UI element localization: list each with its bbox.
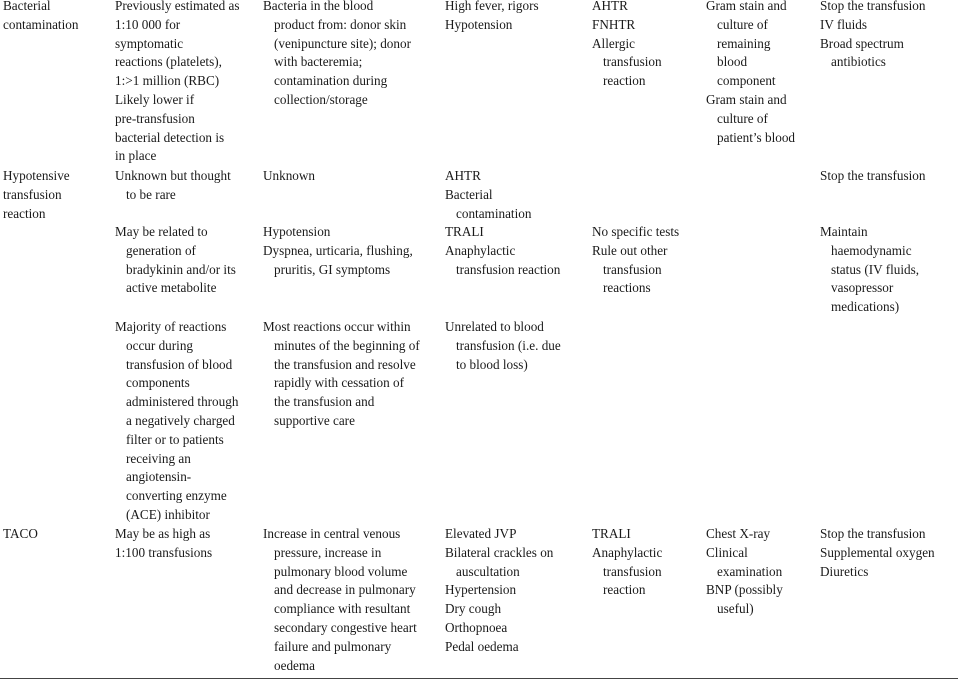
cell-text-line: pressure, increase in [274, 544, 382, 560]
cell-text-line: and decrease in pulmonary [274, 582, 416, 598]
cell-text-line: transfusion [603, 563, 662, 579]
cell-text-line: High fever, rigors [445, 0, 539, 13]
cell-text-line: May be related to [115, 224, 208, 239]
cell-text-line: status (IV fluids, [831, 261, 920, 277]
cell-text-line: medications) [831, 299, 900, 315]
table-cell [706, 525, 783, 619]
cell-text-line: reactions [603, 280, 651, 296]
cell-text-line: Orthopnoea [445, 619, 508, 635]
cell-text-line: antibiotics [831, 54, 886, 70]
table-cell [445, 318, 561, 374]
cell-text-line: blood [717, 54, 748, 70]
cell-text-line: (ACE) inhibitor [126, 506, 210, 522]
cell-text-line: to blood loss) [456, 356, 528, 372]
table-cell [592, 525, 662, 600]
cell-text-line: Unknown [263, 168, 316, 183]
cell-text-line: patient’s blood [717, 129, 796, 145]
cell-text-line: Anaphylactic [445, 242, 516, 258]
table-cell [592, 0, 662, 91]
table-bottom-rule [0, 678, 958, 679]
cell-text-line: the transfusion and [274, 394, 375, 410]
cell-text-line: administered through [126, 394, 239, 410]
cell-text-line: Likely lower if [115, 91, 195, 107]
cell-text-line: Anaphylactic [592, 544, 663, 560]
cell-text-line: Broad spectrum [820, 35, 904, 51]
cell-text-line: components [126, 375, 190, 391]
cell-text-line: pre-transfusion [115, 110, 195, 126]
cell-text-line: minutes of the beginning of [274, 337, 420, 353]
cell-text-line: 1:10 000 for [115, 16, 181, 32]
table-cell [115, 167, 231, 205]
cell-text-line: transfusion (i.e. due [456, 337, 561, 353]
cell-text-line: product from: donor skin [274, 16, 407, 32]
cell-text-line: contamination during [274, 73, 388, 89]
cell-text-line: pulmonary blood volume [274, 563, 408, 579]
cell-text-line: Clinical [706, 544, 748, 560]
cell-text-line: useful) [717, 601, 754, 617]
table-cell [115, 0, 240, 166]
cell-text-line: AHTR [445, 168, 481, 183]
table-cell [263, 0, 411, 110]
cell-text-line: vasopressor [831, 280, 894, 296]
cell-text-line: Dry cough [445, 601, 502, 617]
table-cell [706, 0, 795, 147]
cell-text-line: Rule out other [592, 242, 668, 258]
cell-text-line: Allergic [592, 35, 635, 51]
cell-text-line: to be rare [126, 186, 176, 202]
cell-text-line: TRALI [592, 526, 631, 541]
cell-text-line: 1:>1 million (RBC) [115, 73, 220, 89]
cell-text-line: TACO [3, 526, 38, 541]
table-cell [445, 525, 553, 657]
table-cell [820, 525, 935, 581]
cell-text-line: transfusion [3, 186, 62, 202]
cell-text-line: Majority of reactions [115, 319, 227, 334]
cell-text-line: Supplemental oxygen [820, 544, 935, 560]
cell-text-line: Most reactions occur within [263, 319, 411, 334]
table-cell [445, 0, 539, 35]
table-cell [3, 0, 78, 35]
cell-text-line: failure and pulmonary [274, 638, 392, 654]
cell-text-line: Chest X-ray [706, 526, 771, 541]
cell-text-line: contamination [3, 16, 79, 32]
cell-text-line: reactions (platelets), [115, 54, 222, 70]
table-cell [115, 223, 236, 298]
cell-text-line: BNP (possibly [706, 582, 783, 598]
cell-text-line: Hypotension [445, 16, 513, 32]
table-cell [445, 223, 560, 279]
cell-text-line: auscultation [456, 563, 520, 579]
cell-text-line: transfusion reaction [456, 261, 561, 277]
cell-text-line: TRALI [445, 224, 484, 239]
cell-text-line: converting enzyme [126, 488, 227, 504]
cell-text-line: Stop the transfusion [820, 168, 926, 183]
cell-text-line: Elevated JVP [445, 526, 517, 541]
cell-text-line: generation of [126, 242, 196, 258]
cell-text-line: transfusion [603, 54, 662, 70]
table-cell [820, 167, 926, 186]
cell-text-line: No specific tests [592, 224, 680, 239]
cell-text-line: bradykinin and/or its [126, 261, 236, 277]
cell-text-line: remaining [717, 35, 771, 51]
cell-text-line: Stop the transfusion [820, 526, 926, 541]
cell-text-line: component [717, 73, 776, 89]
table-cell [445, 167, 531, 223]
cell-text-line: the transfusion and resolve [274, 356, 416, 372]
cell-text-line: Maintain [820, 224, 868, 239]
table-cell [3, 525, 38, 544]
cell-text-line: reaction [603, 73, 646, 89]
cell-text-line: receiving an [126, 450, 191, 466]
cell-text-line: transfusion of blood [126, 356, 233, 372]
cell-text-line: oedema [274, 657, 316, 673]
cell-text-line: IV fluids [820, 16, 868, 32]
cell-text-line: Hypotensive [3, 168, 70, 183]
cell-text-line: transfusion [603, 261, 662, 277]
cell-text-line: AHTR [592, 0, 628, 13]
cell-text-line: active metabolite [126, 280, 217, 296]
cell-text-line: a negatively charged [126, 412, 235, 428]
cell-text-line: compliance with resultant [274, 601, 411, 617]
cell-text-line: Diuretics [820, 563, 869, 579]
cell-text-line: Unrelated to blood [445, 319, 544, 334]
cell-text-line: Gram stain and [706, 0, 787, 13]
cell-text-line: Hypertension [445, 582, 517, 598]
cell-text-line: filter or to patients [126, 431, 224, 447]
table-cell [3, 167, 70, 223]
cell-text-line: culture of [717, 16, 768, 32]
cell-text-line: contamination [456, 205, 532, 221]
cell-text-line: 1:100 transfusions [115, 544, 213, 560]
cell-text-line: symptomatic [115, 35, 184, 51]
cell-text-line: Dyspnea, urticaria, flushing, [263, 242, 413, 258]
cell-text-line: secondary congestive heart [274, 619, 417, 635]
cell-text-line: Bilateral crackles on [445, 544, 554, 560]
cell-text-line: Gram stain and [706, 91, 787, 107]
cell-text-line: May be as high as [115, 526, 211, 541]
cell-text-line: Bacterial [445, 186, 493, 202]
cell-text-line: rapidly with cessation of [274, 375, 405, 391]
cell-text-line: Bacterial [3, 0, 51, 13]
cell-text-line: Bacteria in the blood [263, 0, 374, 13]
cell-text-line: in place [115, 148, 157, 164]
table-cell [115, 318, 238, 525]
cell-text-line: Increase in central venous [263, 526, 401, 541]
table-cell [820, 223, 919, 317]
cell-text-line: Pedal oedema [445, 638, 519, 654]
cell-text-line: Previously estimated as [115, 0, 240, 13]
cell-text-line: FNHTR [592, 16, 636, 32]
cell-text-line: haemodynamic [831, 242, 912, 258]
table-cell [263, 318, 420, 431]
cell-text-line: reaction [3, 205, 46, 221]
cell-text-line: supportive care [274, 412, 355, 428]
table-cell [263, 167, 315, 186]
cell-text-line: examination [717, 563, 783, 579]
cell-text-line: (venipuncture site); donor [274, 35, 411, 51]
cell-text-line: angiotensin- [126, 469, 192, 485]
table-cell [820, 0, 926, 72]
cell-text-line: Hypotension [263, 224, 331, 239]
table-cell [263, 525, 417, 675]
cell-text-line: collection/storage [274, 91, 368, 107]
table-cell [115, 525, 212, 563]
cell-text-line: bacterial detection is [115, 129, 225, 145]
cell-text-line: with bacteremia; [274, 54, 363, 70]
cell-text-line: pruritis, GI symptoms [274, 261, 391, 277]
table-cell [263, 223, 413, 279]
cell-text-line: Unknown but thought [115, 168, 231, 183]
cell-text-line: reaction [603, 582, 646, 598]
cell-text-line: occur during [126, 337, 194, 353]
cell-text-line: Stop the transfusion [820, 0, 926, 13]
table-cell [592, 223, 679, 298]
cell-text-line: culture of [717, 110, 768, 126]
